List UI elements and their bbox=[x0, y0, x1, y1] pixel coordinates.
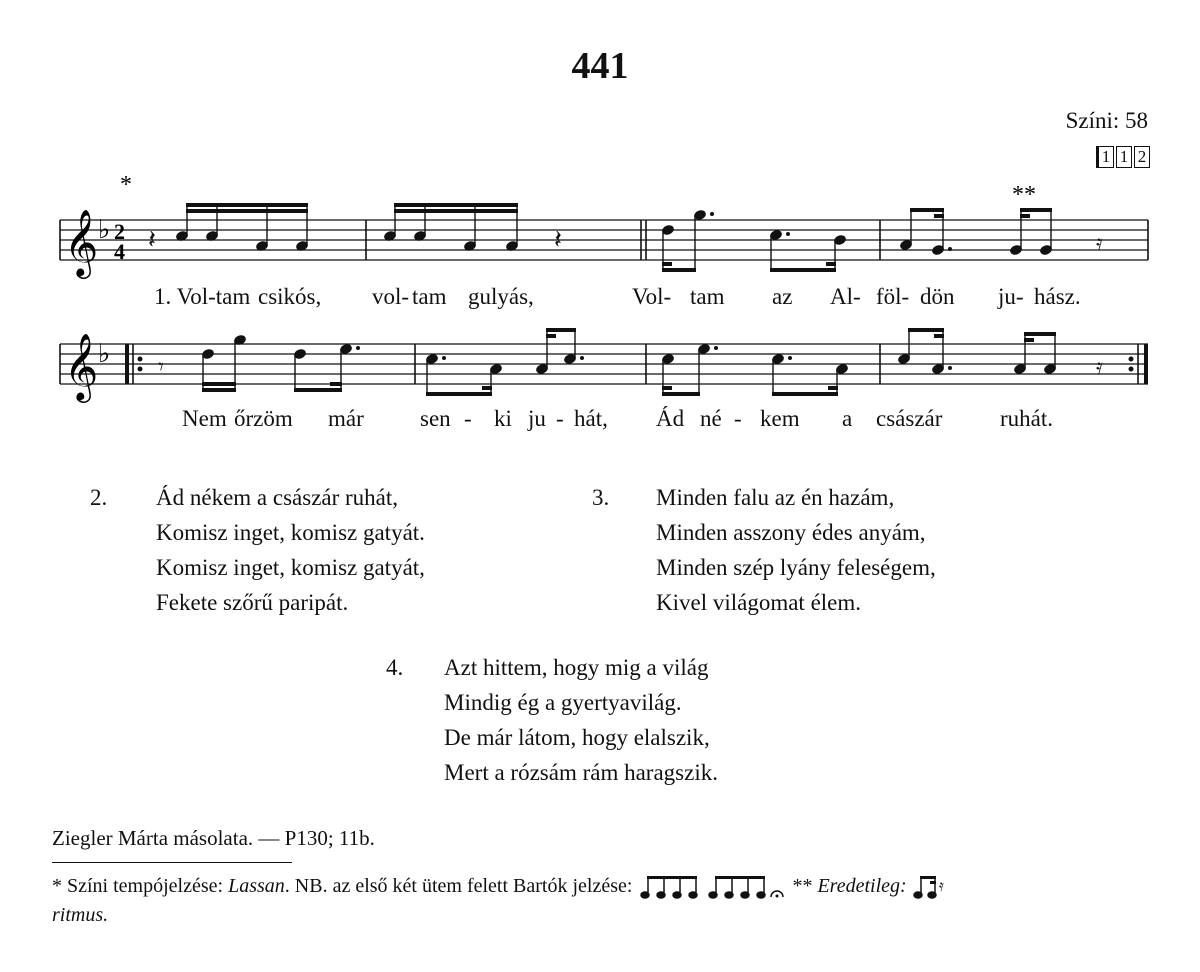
stanza-number: 4. bbox=[386, 655, 404, 680]
stanza-line: De már látom, hogy elalszik, bbox=[444, 725, 710, 750]
lyric: hász. bbox=[1034, 284, 1081, 309]
svg-text:𝄾: 𝄾 bbox=[158, 355, 164, 380]
lyric: - bbox=[556, 406, 564, 431]
stanza-line: Mindig ég a gyertyavilág. bbox=[444, 690, 682, 715]
footnote-text: * Színi tempójelzése: bbox=[52, 875, 229, 897]
lyric: ki bbox=[494, 406, 512, 431]
svg-text:𝄽: 𝄽 bbox=[554, 225, 562, 255]
svg-text:𝄿: 𝄿 bbox=[1096, 231, 1103, 256]
footnote-originally: Eredetileg: bbox=[817, 875, 907, 897]
lyric: sen bbox=[420, 406, 451, 431]
form-box: 2 bbox=[1134, 146, 1150, 168]
stanza-4 bbox=[386, 650, 866, 790]
lyric: hát, bbox=[574, 406, 608, 431]
footnote-divider bbox=[52, 862, 292, 863]
lyric: vol- bbox=[372, 284, 410, 309]
flat-icon: ♭ bbox=[98, 215, 111, 245]
lyric: 1. Vol-tam bbox=[154, 284, 251, 309]
svg-text:𝄿: 𝄿 bbox=[938, 876, 944, 896]
lyric: Ád bbox=[656, 406, 685, 431]
lyric: csikós, bbox=[258, 284, 322, 309]
lyric: ruhát. bbox=[1000, 406, 1054, 431]
lyric: az bbox=[772, 284, 793, 309]
footnote-mark-double-star: ** bbox=[1012, 182, 1036, 208]
lyric: tam bbox=[690, 284, 725, 309]
footnote-mark-star: * bbox=[120, 172, 132, 198]
rhythm-notation-icon bbox=[637, 873, 787, 901]
lyric: kem bbox=[760, 406, 800, 431]
stanza-line: Komisz inget, komisz gatyát. bbox=[156, 520, 425, 545]
music-score bbox=[0, 0, 1200, 440]
lyric: gulyás, bbox=[468, 284, 534, 309]
source-reference: Színi: 58 bbox=[1065, 108, 1148, 133]
time-signature-denominator: 4 bbox=[114, 239, 125, 264]
lyric: tam bbox=[412, 284, 447, 309]
footnote-end: ritmus. bbox=[52, 904, 109, 927]
footnote-text: . NB. az első két ütem felett Bartók jelzése: bbox=[284, 875, 633, 897]
stanza-line: Minden falu az én hazám, bbox=[656, 485, 895, 510]
stanza-line: Azt hittem, hogy mig a világ bbox=[444, 655, 709, 680]
staff-1-notes bbox=[148, 209, 1103, 257]
stanza-3 bbox=[592, 480, 1092, 620]
stanza-line: Kivel világomat élem. bbox=[656, 590, 862, 615]
stanza-2 bbox=[90, 480, 570, 620]
lyric: a bbox=[842, 406, 853, 431]
stanza-number: 3. bbox=[592, 485, 610, 510]
lyric: - bbox=[734, 406, 742, 431]
stanza-number: 2. bbox=[90, 485, 108, 510]
lyric: ju bbox=[528, 406, 546, 431]
form-box: 1 bbox=[1116, 146, 1132, 168]
footnote-tempo: Lassan bbox=[228, 875, 285, 897]
stanza-line: Minden asszony édes anyám, bbox=[656, 520, 926, 545]
treble-clef-icon: 𝄞 bbox=[64, 208, 99, 276]
footnote-text: ** bbox=[792, 875, 818, 897]
staff-2-notes bbox=[158, 334, 1103, 380]
rhythm-notation-icon bbox=[912, 873, 952, 901]
time-signature-numerator: 2 bbox=[114, 219, 125, 244]
flat-icon: ♭ bbox=[98, 339, 111, 369]
treble-clef-icon: 𝄞 bbox=[64, 332, 99, 400]
song-number: 441 bbox=[571, 45, 629, 87]
lyric: föl- bbox=[876, 284, 910, 309]
form-box: 1 bbox=[1096, 146, 1114, 168]
lyric: dön bbox=[920, 284, 955, 309]
stanza-line: Fekete szőrű paripát. bbox=[156, 590, 349, 615]
lyric: őrzöm bbox=[234, 406, 293, 431]
stanza-line: Mert a rózsám rám haragszik. bbox=[444, 760, 718, 785]
stanza-line: Minden szép lyány feleségem, bbox=[656, 555, 936, 580]
lyric: Al- bbox=[830, 284, 861, 309]
transcription-credit: Ziegler Márta másolata. — P130; 11b. bbox=[52, 826, 375, 850]
stanza-line: Komisz inget, komisz gatyát, bbox=[156, 555, 425, 580]
lyric: - bbox=[464, 406, 472, 431]
lyric: Nem bbox=[182, 406, 227, 431]
lyric: már bbox=[328, 406, 364, 431]
lyric: Vol- bbox=[632, 284, 672, 309]
lyric: császár bbox=[876, 406, 943, 431]
lyric: né bbox=[700, 406, 722, 431]
svg-text:𝄽: 𝄽 bbox=[148, 225, 156, 255]
footnote bbox=[52, 872, 1162, 930]
lyric: ju- bbox=[998, 284, 1024, 309]
stanza-line: Ád nékem a császár ruhát, bbox=[156, 485, 399, 510]
svg-text:𝄿: 𝄿 bbox=[1096, 355, 1103, 380]
